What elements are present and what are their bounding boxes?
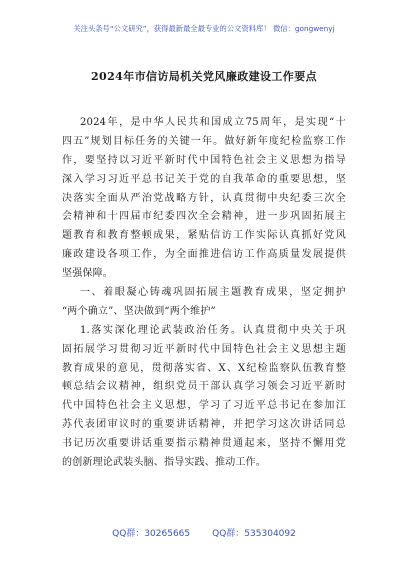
text-line: 代中国特色社会主义思想，学习了习近平总书记在参加江	[62, 400, 346, 412]
text-line: 的创新理论武装头脑、指导实践、推动工作。	[62, 457, 266, 469]
qq-group-1: QQ群：30265665	[112, 529, 191, 539]
qq-group-2: QQ群：535304092	[212, 529, 296, 539]
document-title: 2024年市信访局机关党风廉政建设工作要点	[90, 70, 317, 83]
text-line: 一、着眼凝心铸魂巩固拓展主题教育成果，坚定拥护	[80, 287, 346, 299]
text-line: 会精神和十四届市纪委四次全会精神，进一步巩固拓展主	[62, 211, 346, 223]
text-line: 书记历次重要讲话重要指示精神贯通起来，坚持不懈用党	[62, 438, 346, 450]
section-heading-1	[62, 284, 346, 322]
footer-contacts	[0, 528, 408, 540]
text-line: 题教育和教育整顿成果，紧贴信访工作实际认真抓好党风	[62, 230, 346, 242]
text-line: 廉政建设各项工作，为全面推进信访工作高质量发展提供	[62, 249, 346, 261]
text-line: 决落实全面从严治党战略方针，认真贯彻中央纪委三次全	[62, 192, 346, 204]
text-line: 顿总结会议精神，组织党员干部认真学习领会习近平新时	[62, 381, 346, 393]
text-line: 作，要坚持以习近平新时代中国特色社会主义思想为指导	[62, 154, 346, 166]
text-line: 苏代表团审议时的重要讲话精神，并把学习这次讲话同总	[62, 419, 346, 431]
text-line: 四五”规划目标任务的关键一年。做好新年度纪检监察工作	[62, 135, 346, 147]
paragraph-item-1	[62, 322, 346, 473]
header-notice: 关注头条号“公文研究”，获得最新最全最专业的公文资料库！ 微信：gongwenyj	[73, 24, 335, 33]
text-line: “两个确立”、坚决做到“两个维护”	[62, 305, 216, 317]
text-line: 固拓展学习贯彻习近平新时代中国特色社会主义思想主题	[62, 343, 346, 355]
text-line: 坚强保障。	[62, 268, 113, 280]
text-line: 深入学习习近平总书记关于党的自我革命的重要思想，坚	[62, 173, 346, 185]
text-line: 1.落实深化理论武装政治任务。认真贯彻中央关于巩	[80, 324, 346, 336]
text-line: 2024年，是中华人民共和国成立75周年，是实现“十	[80, 117, 346, 128]
text-line: 教育成果的意见，贯彻落实省、X、X纪检监察队伍教育整	[62, 362, 346, 374]
document-body	[62, 114, 346, 473]
paragraph-intro	[62, 114, 346, 284]
